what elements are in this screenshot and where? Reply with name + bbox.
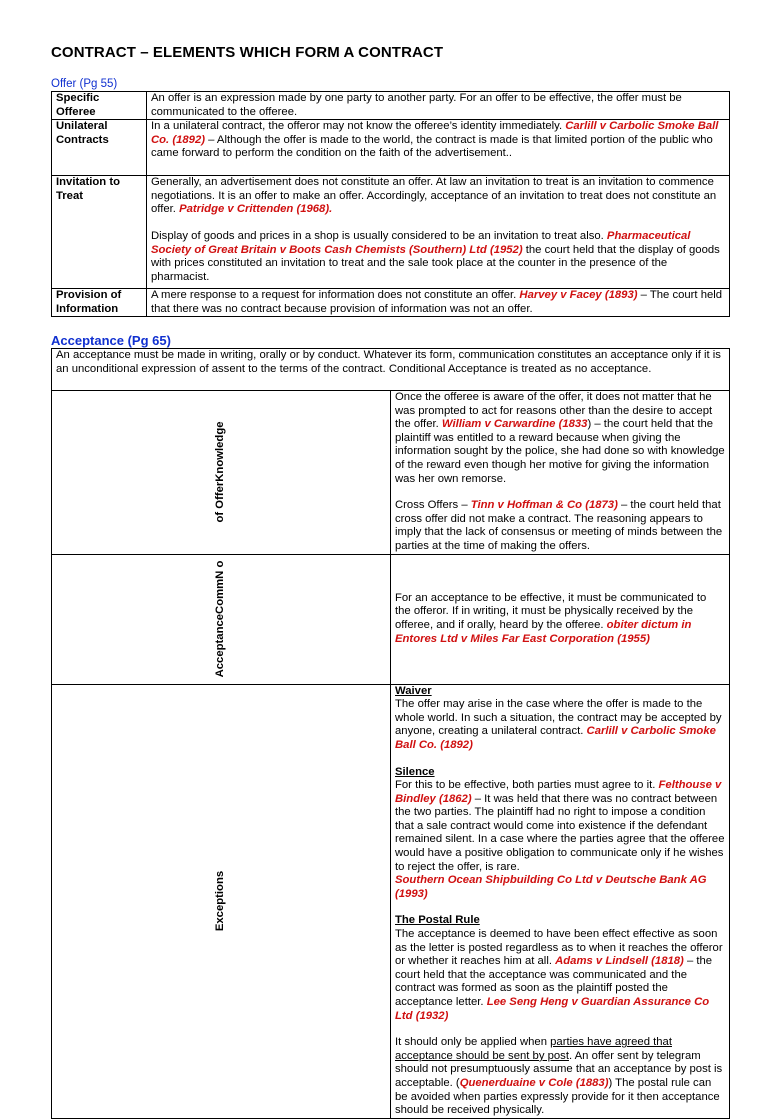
case-citation: Quenerduaine v Cole (1883) (459, 1076, 609, 1089)
subheading-postal-rule: The Postal Rule (395, 914, 480, 927)
row-text: In a unilateral contract, the offeror may not know the offeree’s identity immediately. Carlill v Carbolic Smoke Ball Co. (1892) – Although the offer is made to the world, the contract is made is that limited portion of the public who came forward to perform the condition on the faith of the advertisement.. (147, 120, 730, 176)
table-row (52, 391, 730, 555)
case-citation: Adams v Lindsell (1818) (555, 955, 684, 968)
page-title: CONTRACT – ELEMENTS WHICH FORM A CONTRACT (51, 44, 444, 61)
table-row (52, 554, 730, 684)
table-row (52, 684, 730, 1118)
row-text: Once the offeree is aware of the offer, it does not matter that he was prompted to act for reasons other than the desire to accept the offer. William v Carwardine (1833) – the court held that the plaintiff was entitled to a reward because when giving the information sought by the police, she had done so with knowledge of the reward even though her motive for giving the information was her own remorse. Cross Offers – Tinn v Hoffman & Co (1873) – the court held that cross offer did not make a contract. The reasoning appears to imply that the lack of consensus or meeting of minds between the parties at the time of making the offers. (391, 391, 730, 555)
row-text: An offer is an expression made by one party to another party. For an offer to be effective, the offer must be communicated to the offeree. (147, 92, 730, 120)
row-label-knowledge: of OfferKnowledge (52, 391, 391, 555)
case-citation: Pharmaceutical Society of Great Britain v Boots Cash Chemists (Southern) Ltd (1952) (151, 229, 691, 256)
row-label: Invitation to Treat (52, 176, 147, 289)
subheading-waiver: Waiver (395, 684, 432, 697)
acceptance-heading: Acceptance (Pg 65) (51, 333, 171, 348)
case-citation: Southern Ocean Shipbuilding Co Ltd v Deutsche Bank AG (1993) (395, 874, 707, 900)
row-label-communication: AcceptanceCommN o (52, 554, 391, 684)
table-row (52, 120, 730, 176)
case-citation: Patridge v Crittenden (1968). (179, 203, 333, 216)
table-row (52, 289, 730, 317)
row-text: Waiver The offer may arise in the case where the offer is made to the whole world. In such a situation, the contract may be accepted by anyone, creating a unilateral contract. Carlill v Carbolic Smoke Ball Co. (1892) Silence For this to be effective, both parties must agree to it. Felthouse v Bindley (1862) – It was held that there was no contract between the two parties. The plaintiff had no right to impose a condition that a sale contract would come into existence if the defendant remained silent. In a case where the parties agree that the offeree would have a positive obligation to communicate only if he wishes to reject the offer, is rare. Southern Ocean Shipbuilding Co Ltd v Deutsche Bank AG (1993) The Postal Rule The acceptance is deemed to have been effect effective as soon as the letter is posted regardless as to when it reaches the offeror or whether it reaches him at all. Adams v Lindsell (1818) – the court held that the acceptance was communicated and the contract was formed as soon as the plaintiff posted the acceptance letter. Lee Seng Heng v Guardian Assurance Co Ltd (1932) It should only be applied when parties have agreed that acceptance should be sent by post. An offer sent by telegram should not presumptuously assume that an acceptance by post is acceptable. (Quenerduaine v Cole (1883)) The postal rule can be avoided when parties expressly provide for it then acceptance should be received physically. (391, 684, 730, 1118)
row-label: Specific Offeree (52, 92, 147, 120)
case-citation: Felthouse v Bindley (1862) (395, 779, 722, 805)
row-text: Generally, an advertisement does not constitute an offer. At law an invitation to treat is an invitation to commence negotiations. It is an offer to make an offer. Accordingly, acceptance of an invitation to treat does not constitute an offer. Patridge v Crittenden (1968). Display of goods and prices in a shop is usually considered to be an invitation to treat also. Pharmaceutical Society of Great Britain v Boots Cash Chemists (Southern) Ltd (1952) the court held that the display of goods with prices constituted an invitation to treat and the sale took place at the counter in the presence of the pharmacist. (147, 176, 730, 289)
offer-heading: Offer (Pg 55) (51, 78, 118, 90)
subheading-silence: Silence (395, 765, 435, 778)
table-row (52, 92, 730, 120)
case-citation: Tinn v Hoffman & Co (1873) (470, 499, 618, 512)
row-label: Provision of Information (52, 289, 147, 317)
case-citation: Carlill v Carbolic Smoke Ball Co. (1892) (151, 120, 719, 146)
case-citation: William v Carwardine (1833 (441, 418, 588, 431)
case-citation: Harvey v Facey (1893) (519, 289, 638, 302)
case-citation: Carlill v Carbolic Smoke Ball Co. (1892) (395, 725, 716, 751)
table-row (52, 176, 730, 289)
offer-table (51, 91, 730, 317)
row-label-exceptions: Exceptions (52, 684, 391, 1118)
row-label: Unilateral Contracts (52, 120, 147, 176)
row-text: A mere response to a request for information does not constitute an offer. Harvey v Facey (1893) – The court held that there was no contract because provision of information was not an offer. (147, 289, 730, 317)
case-citation: obiter dictum in Entores Ltd v Miles Far East Corporation (1955) (395, 619, 692, 645)
row-text: For an acceptance to be effective, it must be communicated to the offeror. If in writing, it must be physically received by the offeree, and if orally, heard by the offeree. obiter dictum in Entores Ltd v Miles Far East Corporation (1955) (391, 554, 730, 684)
acceptance-table (51, 348, 730, 1119)
table-row (52, 349, 730, 391)
case-citation: Lee Seng Heng v Guardian Assurance Co Ltd (1932) (395, 996, 710, 1022)
acceptance-intro: An acceptance must be made in writing, orally or by conduct. Whatever its form, communication constitutes an acceptance only if it is an unconditional expression of assent to the terms of the contract. Conditional Acceptance is treated as no acceptance. (52, 349, 730, 391)
